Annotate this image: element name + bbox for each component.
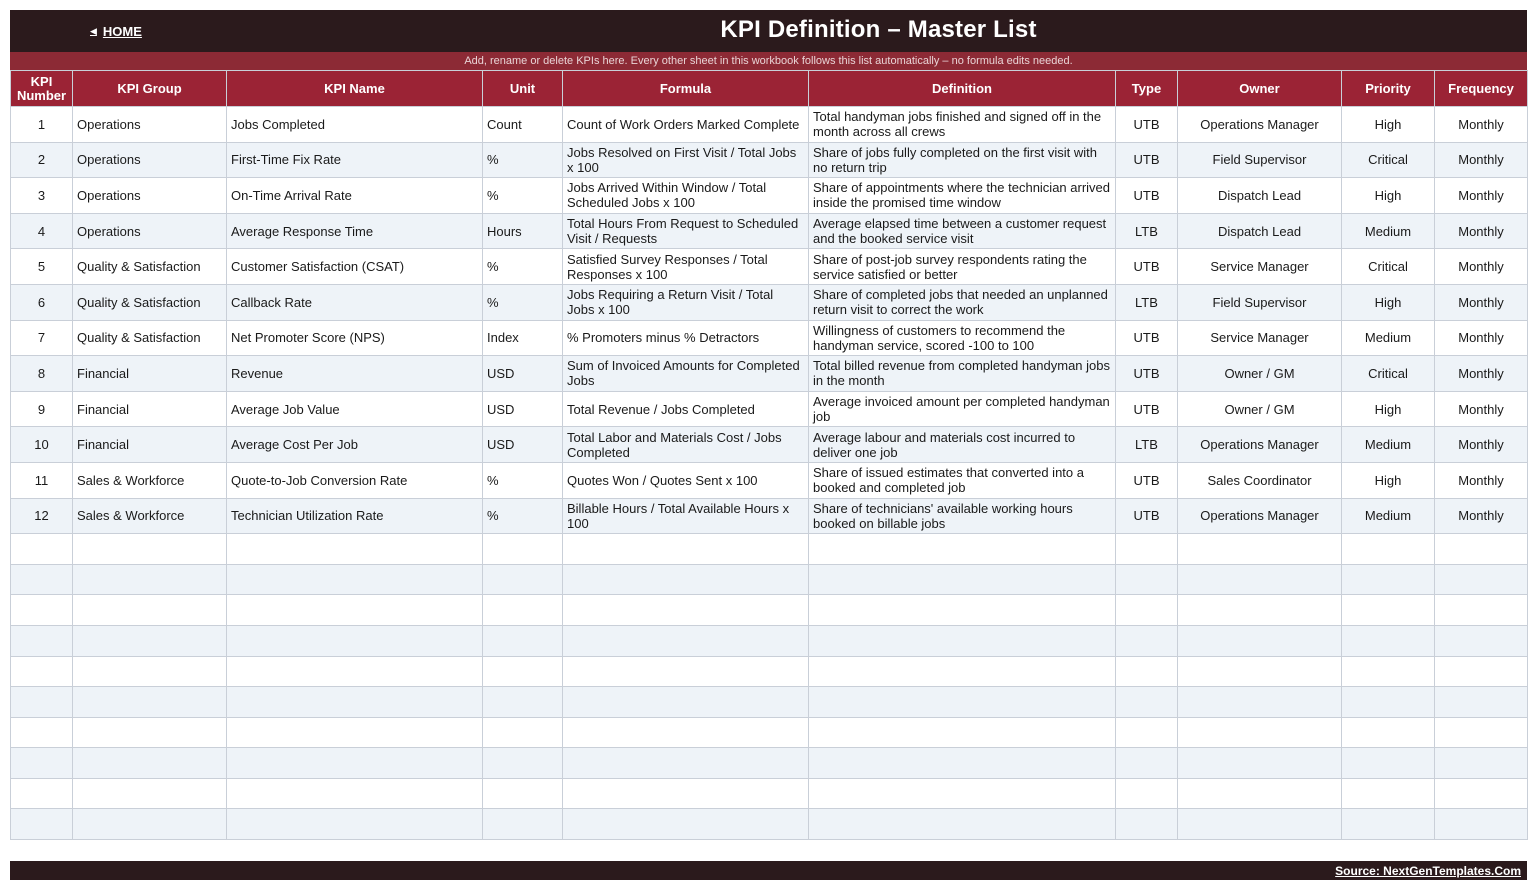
table-cell[interactable]: Average labour and materials cost incurred to deliver one job [809,427,1116,463]
table-cell[interactable]: Customer Satisfaction (CSAT) [227,249,483,285]
table-cell[interactable]: Total Labor and Materials Cost / Jobs Completed [563,427,809,463]
table-cell[interactable]: Total Revenue / Jobs Completed [563,391,809,427]
empty-cell[interactable] [1116,748,1178,779]
table-cell[interactable]: High [1342,107,1435,143]
table-cell[interactable]: High [1342,462,1435,498]
table-cell[interactable]: High [1342,391,1435,427]
table-cell[interactable]: Quality & Satisfaction [73,249,227,285]
empty-cell[interactable] [809,809,1116,840]
empty-cell[interactable] [227,625,483,656]
table-cell[interactable]: 1 [11,107,73,143]
table-cell[interactable]: 10 [11,427,73,463]
empty-row [11,595,1528,626]
empty-cell[interactable] [227,748,483,779]
table-header-row [11,71,1528,107]
table-cell[interactable]: Jobs Completed [227,107,483,143]
table-cell[interactable]: Average Response Time [227,213,483,249]
empty-cell[interactable] [483,717,563,748]
table-cell[interactable]: Total handyman jobs finished and signed off in the month across all crews [809,107,1116,143]
empty-cell[interactable] [1116,656,1178,687]
table-cell[interactable]: Monthly [1435,142,1528,178]
empty-cell[interactable] [1342,534,1435,565]
table-cell[interactable]: On-Time Arrival Rate [227,178,483,214]
table-cell[interactable]: Net Promoter Score (NPS) [227,320,483,356]
empty-cell[interactable] [11,564,73,595]
column-header[interactable]: Definition [809,71,1116,107]
table-cell[interactable]: Monthly [1435,178,1528,214]
table-cell[interactable]: Field Supervisor [1178,142,1342,178]
empty-cell[interactable] [1116,595,1178,626]
table-cell[interactable]: Critical [1342,356,1435,392]
table-cell[interactable]: USD [483,427,563,463]
table-cell[interactable]: Average Cost Per Job [227,427,483,463]
empty-cell[interactable] [1178,687,1342,718]
table-cell[interactable]: USD [483,391,563,427]
empty-cell[interactable] [1435,656,1528,687]
empty-row [11,748,1528,779]
empty-cell[interactable] [11,656,73,687]
empty-cell[interactable] [563,564,809,595]
empty-cell[interactable] [1342,656,1435,687]
table-cell[interactable]: Share of completed jobs that needed an unplanned return visit to correct the work [809,284,1116,320]
table-cell[interactable]: Financial [73,427,227,463]
empty-cell[interactable] [11,717,73,748]
empty-cell[interactable] [1435,717,1528,748]
table-cell[interactable]: Operations Manager [1178,498,1342,534]
empty-cell[interactable] [563,717,809,748]
column-header[interactable]: Formula [563,71,809,107]
column-header[interactable]: KPI Name [227,71,483,107]
empty-cell[interactable] [1342,564,1435,595]
empty-cell[interactable] [11,778,73,809]
table-cell[interactable]: Share of issued estimates that converted into a booked and completed job [809,462,1116,498]
table-row [11,284,1528,320]
table-cell[interactable]: Average invoiced amount per completed handyman job [809,391,1116,427]
table-row [11,107,1528,143]
table-cell[interactable]: Monthly [1435,213,1528,249]
table-cell[interactable]: Operations [73,213,227,249]
empty-cell[interactable] [1342,778,1435,809]
table-cell[interactable]: Share of jobs fully completed on the first visit with no return trip [809,142,1116,178]
empty-cell[interactable] [563,595,809,626]
footer-bar [10,861,1527,880]
table-cell[interactable]: Share of post-job survey respondents rating the service satisfied or better [809,249,1116,285]
empty-cell[interactable] [1435,778,1528,809]
empty-row [11,656,1528,687]
table-cell[interactable]: UTB [1116,107,1178,143]
empty-row [11,534,1528,565]
empty-cell[interactable] [1342,809,1435,840]
table-cell[interactable]: Operations [73,178,227,214]
table-cell[interactable]: % [483,284,563,320]
table-cell[interactable]: Sales & Workforce [73,462,227,498]
empty-cell[interactable] [73,717,227,748]
table-cell[interactable]: % [483,498,563,534]
table-cell[interactable]: Count [483,107,563,143]
table-row [11,320,1528,356]
table-cell[interactable]: Dispatch Lead [1178,213,1342,249]
empty-cell[interactable] [563,778,809,809]
table-cell[interactable]: Quote-to-Job Conversion Rate [227,462,483,498]
empty-cell[interactable] [11,625,73,656]
empty-cell[interactable] [1342,625,1435,656]
empty-cell[interactable] [1342,748,1435,779]
empty-cell[interactable] [1178,595,1342,626]
table-cell[interactable]: Owner / GM [1178,391,1342,427]
empty-cell[interactable] [73,595,227,626]
empty-cell[interactable] [1435,687,1528,718]
empty-cell[interactable] [1435,595,1528,626]
table-row [11,356,1528,392]
table-cell[interactable]: 12 [11,498,73,534]
empty-cell[interactable] [1116,625,1178,656]
table-cell[interactable]: Technician Utilization Rate [227,498,483,534]
page-title: KPI Definition – Master List [720,16,1037,43]
table-cell[interactable]: 6 [11,284,73,320]
table-cell[interactable]: Monthly [1435,427,1528,463]
table-cell[interactable]: LTB [1116,284,1178,320]
empty-cell[interactable] [483,595,563,626]
table-cell[interactable]: 4 [11,213,73,249]
table-cell[interactable]: Quality & Satisfaction [73,320,227,356]
empty-cell[interactable] [563,656,809,687]
empty-row [11,625,1528,656]
table-cell[interactable]: Operations [73,107,227,143]
table-cell[interactable]: Callback Rate [227,284,483,320]
table-cell[interactable]: 7 [11,320,73,356]
empty-cell[interactable] [11,809,73,840]
table-cell[interactable]: Financial [73,356,227,392]
table-cell[interactable]: Average elapsed time between a customer request and the booked service visit [809,213,1116,249]
column-header[interactable]: Priority [1342,71,1435,107]
table-cell[interactable]: 8 [11,356,73,392]
empty-cell[interactable] [563,625,809,656]
table-cell[interactable]: Medium [1342,427,1435,463]
empty-cell[interactable] [809,564,1116,595]
empty-cell[interactable] [227,656,483,687]
table-cell[interactable]: % [483,249,563,285]
table-cell[interactable]: Medium [1342,320,1435,356]
table-cell[interactable]: Service Manager [1178,320,1342,356]
instruction-banner: Add, rename or delete KPIs here. Every other sheet in this workbook follows this list automatically – no formula edits needed. [10,52,1527,70]
table-cell[interactable]: LTB [1116,213,1178,249]
empty-cell[interactable] [1178,625,1342,656]
empty-cell[interactable] [11,687,73,718]
empty-cell[interactable] [73,656,227,687]
table-cell[interactable]: Jobs Arrived Within Window / Total Scheduled Jobs x 100 [563,178,809,214]
empty-cell[interactable] [1435,625,1528,656]
column-header[interactable]: Type [1116,71,1178,107]
table-cell[interactable]: Field Supervisor [1178,284,1342,320]
table-cell[interactable]: Dispatch Lead [1178,178,1342,214]
table-cell[interactable]: UTB [1116,462,1178,498]
empty-cell[interactable] [1116,717,1178,748]
table-cell[interactable]: Index [483,320,563,356]
table-row [11,213,1528,249]
top-banner [10,10,1527,52]
empty-cell[interactable] [1435,564,1528,595]
table-cell[interactable]: UTB [1116,142,1178,178]
empty-cell[interactable] [483,625,563,656]
empty-row [11,687,1528,718]
empty-cell[interactable] [809,656,1116,687]
empty-cell[interactable] [227,564,483,595]
table-row [11,249,1528,285]
table-cell[interactable]: High [1342,178,1435,214]
empty-cell[interactable] [73,809,227,840]
empty-cell[interactable] [1178,564,1342,595]
empty-cell[interactable] [227,778,483,809]
table-cell[interactable]: Quotes Won / Quotes Sent x 100 [563,462,809,498]
empty-cell[interactable] [563,534,809,565]
table-cell[interactable]: Owner / GM [1178,356,1342,392]
table-cell[interactable]: UTB [1116,356,1178,392]
table-cell[interactable]: UTB [1116,391,1178,427]
table-row [11,462,1528,498]
empty-cell[interactable] [1435,534,1528,565]
table-cell[interactable]: UTB [1116,498,1178,534]
table-cell[interactable]: Total Hours From Request to Scheduled Visit / Requests [563,213,809,249]
table-cell[interactable]: Medium [1342,213,1435,249]
table-cell[interactable]: Monthly [1435,462,1528,498]
table-cell[interactable]: Sum of Invoiced Amounts for Completed Jobs [563,356,809,392]
empty-cell[interactable] [227,809,483,840]
column-header[interactable]: KPI Number [11,71,73,107]
table-cell[interactable]: First-Time Fix Rate [227,142,483,178]
empty-cell[interactable] [227,534,483,565]
table-cell[interactable]: Share of technicians' available working hours booked on billable jobs [809,498,1116,534]
empty-cell[interactable] [809,687,1116,718]
table-cell[interactable]: Medium [1342,498,1435,534]
empty-cell[interactable] [1178,809,1342,840]
empty-cell[interactable] [1178,534,1342,565]
column-header[interactable]: Frequency [1435,71,1528,107]
table-cell[interactable]: Count of Work Orders Marked Complete [563,107,809,143]
table-cell[interactable]: UTB [1116,178,1178,214]
table-row [11,178,1528,214]
empty-cell[interactable] [809,534,1116,565]
table-cell[interactable]: Monthly [1435,320,1528,356]
empty-cell[interactable] [73,778,227,809]
empty-cell[interactable] [227,595,483,626]
empty-cell[interactable] [483,748,563,779]
table-cell[interactable]: Monthly [1435,498,1528,534]
table-cell[interactable]: LTB [1116,427,1178,463]
empty-cell[interactable] [1116,534,1178,565]
table-cell[interactable]: UTB [1116,320,1178,356]
home-label[interactable]: HOME [102,24,142,39]
empty-cell[interactable] [563,687,809,718]
empty-cell[interactable] [809,778,1116,809]
kpi-table [10,70,1528,840]
empty-cell[interactable] [563,748,809,779]
empty-cell[interactable] [483,564,563,595]
empty-cell[interactable] [11,748,73,779]
empty-row [11,809,1528,840]
table-cell[interactable]: Critical [1342,142,1435,178]
empty-cell[interactable] [1342,717,1435,748]
table-cell[interactable]: UTB [1116,249,1178,285]
table-cell[interactable]: Service Manager [1178,249,1342,285]
column-header[interactable]: Owner [1178,71,1342,107]
table-cell[interactable]: 9 [11,391,73,427]
table-cell[interactable]: Quality & Satisfaction [73,284,227,320]
table-cell[interactable]: % [483,462,563,498]
table-cell[interactable]: % [483,178,563,214]
table-cell[interactable]: Monthly [1435,249,1528,285]
empty-cell[interactable] [1178,717,1342,748]
table-row [11,498,1528,534]
table-cell[interactable]: Monthly [1435,391,1528,427]
empty-cell[interactable] [809,625,1116,656]
column-header[interactable]: Unit [483,71,563,107]
table-cell[interactable]: Revenue [227,356,483,392]
empty-cell[interactable] [73,748,227,779]
table-cell[interactable]: Operations Manager [1178,427,1342,463]
empty-cell[interactable] [227,687,483,718]
table-cell[interactable]: Monthly [1435,107,1528,143]
empty-row [11,717,1528,748]
empty-cell[interactable] [73,564,227,595]
table-cell[interactable]: 3 [11,178,73,214]
table-cell[interactable]: Willingness of customers to recommend the handyman service, scored -100 to 100 [809,320,1116,356]
table-cell[interactable]: 11 [11,462,73,498]
empty-cell[interactable] [1116,564,1178,595]
table-cell[interactable]: Total billed revenue from completed handyman jobs in the month [809,356,1116,392]
table-cell[interactable]: Operations [73,142,227,178]
empty-cell[interactable] [483,656,563,687]
table-cell[interactable]: Monthly [1435,356,1528,392]
table-cell[interactable]: Hours [483,213,563,249]
source-link[interactable]: Source: NextGenTemplates.Com [1335,864,1521,878]
empty-cell[interactable] [73,687,227,718]
empty-cell[interactable] [809,748,1116,779]
table-cell[interactable]: USD [483,356,563,392]
empty-cell[interactable] [1116,809,1178,840]
table-cell[interactable]: Jobs Resolved on First Visit / Total Jobs x 100 [563,142,809,178]
table-cell[interactable]: % [483,142,563,178]
table-cell[interactable]: Sales Coordinator [1178,462,1342,498]
empty-cell[interactable] [11,534,73,565]
table-cell[interactable]: Jobs Requiring a Return Visit / Total Jobs x 100 [563,284,809,320]
empty-cell[interactable] [1178,656,1342,687]
empty-cell[interactable] [483,534,563,565]
table-cell[interactable]: High [1342,284,1435,320]
empty-row [11,564,1528,595]
table-cell[interactable]: Sales & Workforce [73,498,227,534]
empty-cell[interactable] [809,717,1116,748]
empty-cell[interactable] [73,625,227,656]
table-cell[interactable]: 5 [11,249,73,285]
table-cell[interactable]: Share of appointments where the technician arrived inside the promised time window [809,178,1116,214]
table-cell[interactable]: Billable Hours / Total Available Hours x 100 [563,498,809,534]
empty-cell[interactable] [483,687,563,718]
empty-cell[interactable] [1435,809,1528,840]
table-cell[interactable]: Critical [1342,249,1435,285]
arrow-left-icon: ◀ [90,26,97,36]
table-row [11,427,1528,463]
empty-cell[interactable] [1178,748,1342,779]
table-cell[interactable]: Monthly [1435,284,1528,320]
empty-cell[interactable] [1435,748,1528,779]
table-cell[interactable]: Financial [73,391,227,427]
empty-cell[interactable] [1178,778,1342,809]
empty-cell[interactable] [809,595,1116,626]
table-cell[interactable]: 2 [11,142,73,178]
empty-cell[interactable] [1116,687,1178,718]
table-cell[interactable]: Operations Manager [1178,107,1342,143]
empty-cell[interactable] [483,809,563,840]
empty-cell[interactable] [1116,778,1178,809]
empty-cell[interactable] [563,809,809,840]
empty-cell[interactable] [483,778,563,809]
empty-cell[interactable] [73,534,227,565]
empty-cell[interactable] [11,595,73,626]
empty-cell[interactable] [1342,687,1435,718]
table-row [11,391,1528,427]
table-cell[interactable]: Average Job Value [227,391,483,427]
table-cell[interactable]: % Promoters minus % Detractors [563,320,809,356]
column-header[interactable]: KPI Group [73,71,227,107]
table-cell[interactable]: Satisfied Survey Responses / Total Responses x 100 [563,249,809,285]
empty-row [11,778,1528,809]
empty-cell[interactable] [1342,595,1435,626]
table-row [11,142,1528,178]
empty-cell[interactable] [227,717,483,748]
